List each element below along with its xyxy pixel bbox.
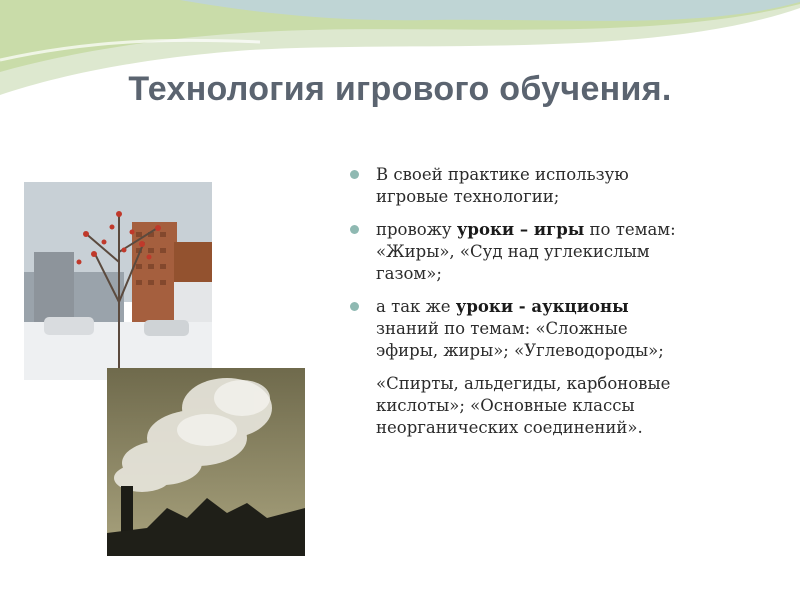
bullet-continuation: «Спирты, альдегиды, карбоновые кислоты»; «Основные классы неорганических соединений».: [376, 374, 671, 437]
bullet-dot-icon: [350, 225, 359, 234]
bullet-text-post: по темам: «Жиры», «Суд над углекислым газом»;: [376, 220, 676, 283]
bullet-text-pre: а так же: [376, 297, 456, 316]
bullet-text: В своей практике использую игровые технологии;: [376, 165, 629, 206]
bullet-text-post: знаний по темам: «Сложные эфиры, жиры»; «Углеводороды»;: [376, 319, 664, 360]
bullet-item: [350, 296, 680, 362]
bullet-dot-icon: [350, 170, 359, 179]
bullet-item: [350, 219, 680, 285]
bullet-item: [350, 164, 680, 208]
bullet-bold-text: уроки - аукционы: [455, 297, 629, 316]
bullet-text-pre: провожу: [376, 220, 457, 239]
slide-title: Технология игрового обучения.: [128, 70, 672, 108]
bullet-dot-icon: [350, 302, 359, 311]
bullet-bold-text: уроки – игры: [456, 220, 585, 239]
winter-tree-photo: [24, 182, 212, 380]
factory-smoke-photo: [107, 368, 305, 556]
bullet-list: [350, 164, 680, 439]
